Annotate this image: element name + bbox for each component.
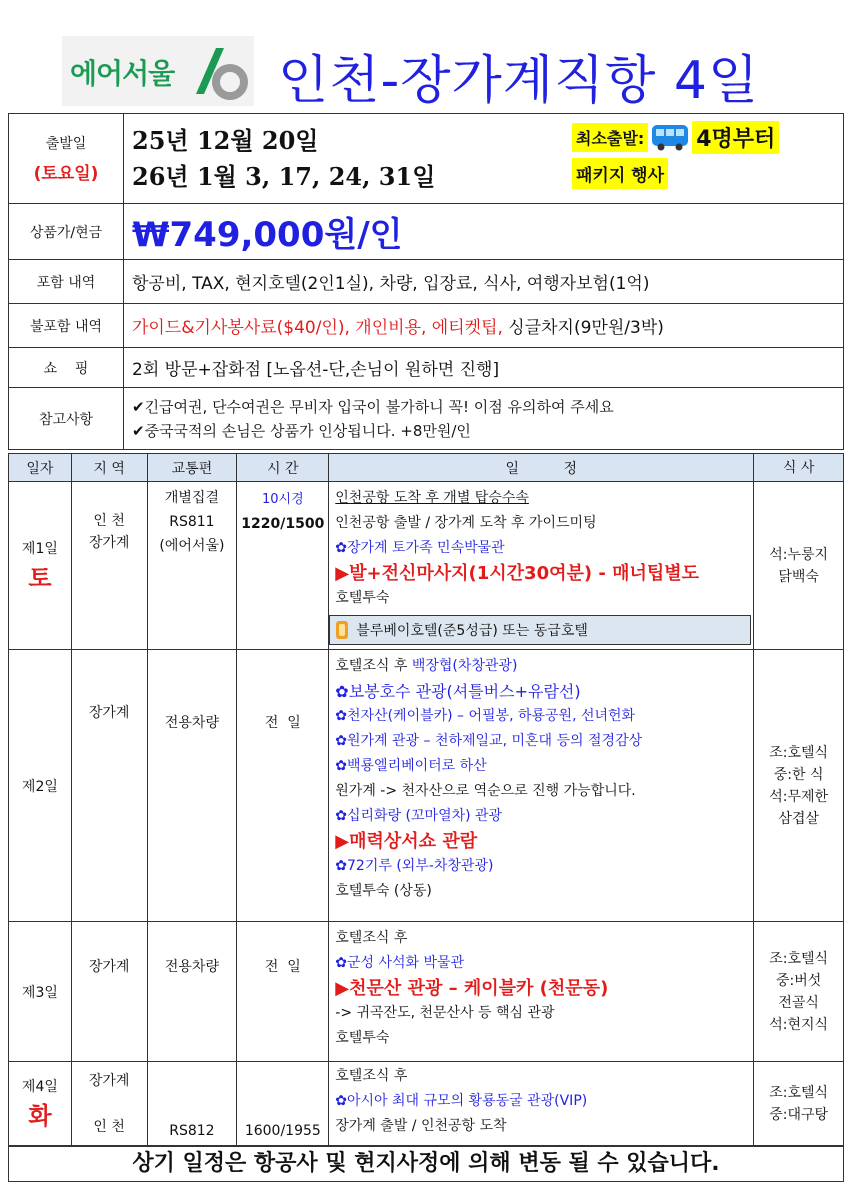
- header-region: 지 역: [71, 454, 147, 482]
- day2-meal-4: 삼겹살: [778, 810, 819, 827]
- day2-plan-4: ✿원가계 관광 – 천하제일교, 미혼대 등의 절경감상: [335, 733, 643, 749]
- day1-plan-4: ▶발+전신마사지(1시간30여분) - 매너팁별도: [335, 563, 700, 584]
- day2-day: 제2일: [9, 650, 72, 922]
- min-departure-line: [572, 118, 812, 156]
- day4-weekday: 화: [28, 1102, 52, 1130]
- shopping-label: 쇼 핑: [9, 348, 124, 388]
- min-departure-count: 4명부터: [692, 121, 779, 154]
- day4-day-cell: [9, 1062, 72, 1146]
- day3-region: 장가계: [71, 922, 147, 1062]
- day3-plan-2: ✿군성 사석화 박물관: [335, 955, 465, 971]
- day1-time-1: 10시경: [261, 492, 304, 507]
- day1-day-cell: [9, 482, 72, 650]
- day2-time: 전 일: [237, 650, 329, 922]
- day1-weekday: 토: [28, 564, 52, 592]
- day3-meal-4: 석:현지식: [769, 1016, 829, 1033]
- day1-plan-1: 인천공항 도착 후 개별 탑승수속: [335, 490, 529, 506]
- day1-transport-2: RS811: [169, 514, 215, 530]
- day4-meal-1: 조:호텔식: [769, 1084, 829, 1101]
- day2-plan-7: ✿십리화랑 (꼬마열차) 관광: [335, 808, 503, 824]
- day4-plan-2: ✿아시아 최대 규모의 황룡동굴 관광(VIP): [335, 1093, 588, 1109]
- excluded-value: [124, 304, 844, 348]
- day4-region-1: 장가계: [88, 1072, 130, 1089]
- departure-label-cell: [9, 114, 124, 204]
- note-1: ✔긴급여권, 단수여권은 무비자 입국이 불가하니 꼭! 이점 유의하여 주세요: [132, 397, 614, 416]
- bus-icon: [650, 122, 690, 152]
- excluded-red-text: 가이드&기사봉사료($40/인), 개인비용, 에티켓팁,: [132, 318, 503, 338]
- day3-plan-4: -> 귀곡잔도, 천문산사 등 핵심 관광: [335, 1005, 555, 1021]
- day4-transport: RS812: [147, 1062, 237, 1146]
- day4-meal: [754, 1062, 844, 1146]
- day3-row: [9, 922, 844, 1062]
- day3-meal-3: 전골식: [778, 994, 819, 1011]
- day2-plan-5: ✿백룡엘리베이터로 하산: [335, 758, 487, 774]
- day4-region: [71, 1062, 147, 1146]
- header-plan: 일 정: [329, 454, 754, 482]
- notes-label: 참고사항: [9, 388, 124, 450]
- day1-meal-2: 닭백숙: [778, 568, 819, 585]
- schedule-table: [8, 453, 844, 1146]
- min-departure-label: 최소출발:: [572, 123, 648, 152]
- day2-plan-1a: 호텔조식 후: [335, 658, 412, 674]
- day3-meal: [754, 922, 844, 1062]
- excluded-black-text: 싱글차지(9만원/3박): [502, 318, 664, 338]
- day2-plan-3: ✿천자산(케이블카) – 어필봉, 하룡공원, 선녀헌화: [335, 708, 636, 724]
- logo-text: 에어서울: [70, 57, 175, 90]
- day1-day: 제1일: [21, 541, 58, 557]
- shopping-value: 2회 방문+잡화점 [노옵션-단,손님이 원하면 진행]: [124, 348, 844, 388]
- day2-row: [9, 650, 844, 922]
- header-time: 시 간: [237, 454, 329, 482]
- header-meal: 식 사: [754, 454, 844, 482]
- date-line-1: 25년 12월 20일: [132, 125, 319, 155]
- day1-time-2: 1220/1500: [241, 516, 325, 532]
- departure-day-label: (토요일): [33, 164, 99, 184]
- day1-hotel-box: [329, 615, 751, 645]
- day1-meal: [754, 482, 844, 650]
- note-2: ✔중국국적의 손님은 상품가 인상됩니다. +8만원/인: [132, 421, 471, 440]
- day1-transport: [147, 482, 237, 650]
- hotel-icon: [334, 619, 350, 641]
- header-transport: 교통편: [147, 454, 237, 482]
- day2-plan: [329, 650, 754, 922]
- departure-label: 출발일: [45, 136, 87, 152]
- day1-transport-3: (에어서울): [159, 538, 225, 554]
- day1-time: [237, 482, 329, 650]
- day3-plan-5: 호텔투숙: [335, 1030, 390, 1046]
- day1-region-2: 장가계: [88, 535, 130, 551]
- day3-meal-2: 중:버섯: [775, 972, 822, 989]
- day2-meal: [754, 650, 844, 922]
- day3-transport: 전용차량: [147, 922, 237, 1062]
- day2-transport: 전용차량: [147, 650, 237, 922]
- day3-plan-3: ▶천문산 관광 – 케이블카 (천문동): [335, 978, 609, 999]
- header-day: 일자: [9, 454, 72, 482]
- day2-plan-1b: 백장협(차창관광): [411, 658, 518, 674]
- day2-plan-6: 원가계 -> 천자산으로 역순으로 진행 가능합니다.: [335, 783, 636, 799]
- day3-meal-1: 조:호텔식: [769, 950, 829, 967]
- day1-plan-5: 호텔투숙: [335, 590, 390, 606]
- day1-plan: [329, 482, 754, 650]
- included-label: 포함 내역: [9, 260, 124, 304]
- included-value: 항공비, TAX, 현지호텔(2인1실), 차량, 입장료, 식사, 여행자보험(1억): [124, 260, 844, 304]
- day3-time: 전 일: [237, 922, 329, 1062]
- day1-plan-3: ✿장가계 토가족 민속박물관: [335, 540, 505, 556]
- day4-time: 1600/1955: [237, 1062, 329, 1146]
- day1-plan-2: 인천공항 출발 / 장가계 도착 후 가이드미팅: [335, 515, 597, 531]
- day2-plan-10: 호텔투숙 (상동): [335, 883, 432, 899]
- day4-day: 제4일: [21, 1079, 58, 1095]
- day2-meal-2: 중:한 식: [773, 766, 824, 783]
- day4-region-2: 인 천: [93, 1118, 125, 1135]
- notes-value: [124, 388, 844, 450]
- day3-plan-1: 호텔조식 후: [335, 930, 408, 946]
- day2-plan-9: ✿72기루 (외부-차창관광): [335, 858, 494, 874]
- header: [0, 0, 850, 110]
- day2-plan-2: ✿보봉호수 관광(셔틀버스+유람선): [335, 682, 581, 701]
- airline-logo: [62, 36, 254, 106]
- day4-plan-3: 장가계 출발 / 인천공항 도착: [335, 1118, 507, 1134]
- day4-meal-2: 중:대구탕: [769, 1106, 829, 1123]
- day1-meal-1: 석:누룽지: [769, 546, 829, 563]
- page-title: 인천-장가계직항 4일: [278, 51, 760, 111]
- day2-plan-1: [335, 654, 747, 679]
- day2-plan-8: ▶매력상서쇼 관람: [335, 831, 478, 852]
- price-label: 상품가/현금: [9, 204, 124, 260]
- day4-plan: [329, 1062, 754, 1146]
- day1-hotel: 블루베이호텔(준5성급) 또는 동급호텔: [356, 623, 588, 639]
- day4-row: [9, 1062, 844, 1146]
- day3-plan: [329, 922, 754, 1062]
- date-line-2: 26년 1월 3, 17, 24, 31일: [132, 161, 436, 191]
- day2-meal-1: 조:호텔식: [769, 744, 829, 761]
- airline-logo-icon: [190, 40, 254, 104]
- day4-plan-1: 호텔조식 후: [335, 1068, 408, 1084]
- price-value: ₩749,000원/인: [124, 204, 844, 260]
- day1-region: [71, 482, 147, 650]
- day1-row: [9, 482, 844, 650]
- day2-region: 장가계: [71, 650, 147, 922]
- footer-notice: 상기 일정은 항공사 및 현지사정에 의해 변동 될 수 있습니다.: [8, 1146, 844, 1182]
- day1-region-1: 인 천: [93, 513, 125, 529]
- schedule-header-row: [9, 454, 844, 482]
- excluded-label: 불포함 내역: [9, 304, 124, 348]
- day2-meal-3: 석:무제한: [769, 788, 829, 805]
- min-departure-box: [572, 118, 812, 190]
- package-label: 패키지 행사: [572, 158, 668, 189]
- day1-transport-1: 개별집결: [164, 490, 219, 506]
- day3-day: 제3일: [9, 922, 72, 1062]
